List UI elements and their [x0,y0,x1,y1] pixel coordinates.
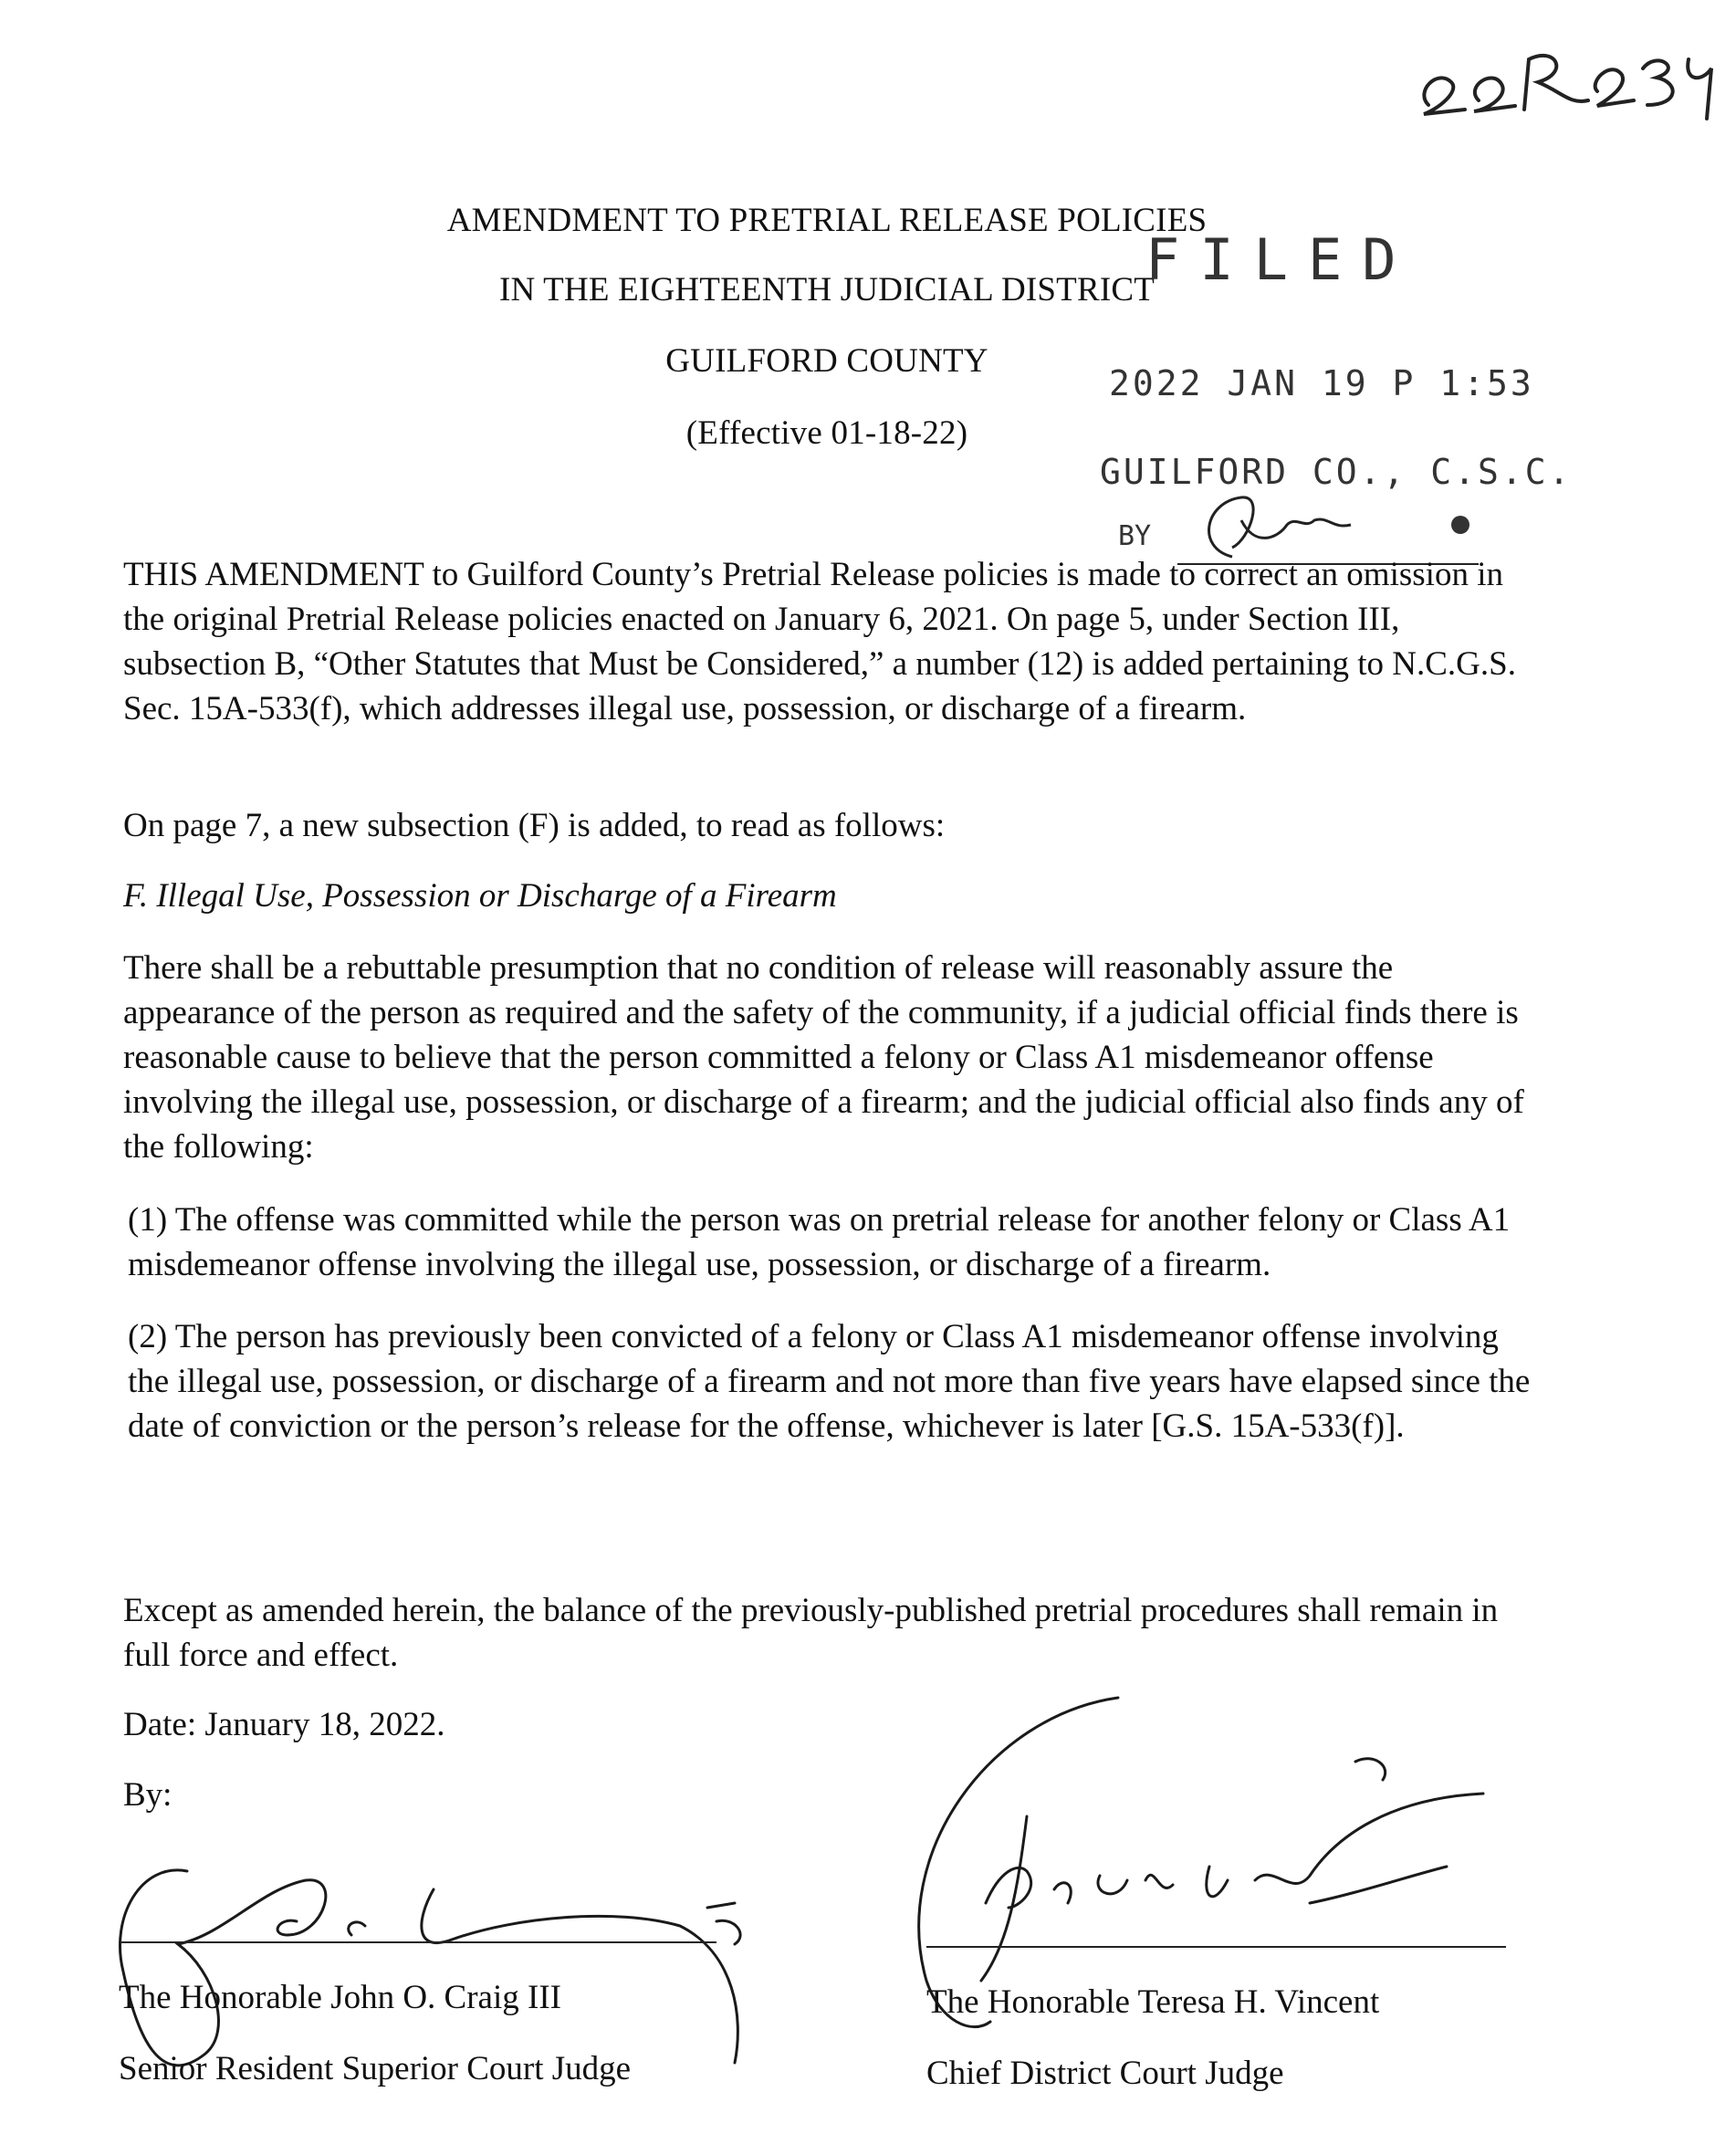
title-line-2: IN THE EIGHTEENTH JUDICIAL DISTRICT [498,271,1156,309]
subsection-f-heading: F. Illegal Use, Possession or Discharge of a Firearm [123,877,837,915]
stamp-by: BY [1118,520,1152,552]
stamp-office: GUILFORD CO., C.S.C. [1100,452,1573,492]
page7-paragraph: On page 7, a new subsection (F) is added, to read as follows: [123,807,946,844]
title-line-3: GUILFORD COUNTY [665,342,988,380]
effective-date: (Effective 01-18-22) [685,414,968,452]
condition-item-2: (2) The person has previously been convicted of a felony or Class A1 misdemeanor offense involving the illegal use, possession, or discharge of a firearm and not more than five years have elapsed since the date of conviction or the person’s release for the offense, whichever is later [G.S. 15A-533(f)]. [128,1318,1531,1445]
balance-paragraph: Except as amended herein, the balance of the previously-published pretrial procedures shall remain in full force and effect. [123,1592,1499,1674]
left-signer-title: Senior Resident Superior Court Judge [119,2050,632,2087]
filed-stamp: FILED [1145,226,1417,293]
condition-item-1: (1) The offense was committed while the person was on pretrial release for another felony or Class A1 misdemeanor offense involving the illegal use, possession, or discharge of a firearm. [128,1201,1511,1283]
right-signer-title: Chief District Court Judge [926,2055,1284,2092]
stamp-datetime: 2022 JAN 19 P 1:53 [1109,363,1534,403]
left-signature-line [119,1941,716,1943]
presumption-paragraph: There shall be a rebuttable presumption that no condition of release will reasonably assure the appearance of the person as required and the safety of the community, if a judicial official finds there is reasonable cause to believe that the person committed a felony or Class A1 misdemeanor offense involving the illegal use, possession, or discharge of a firearm; and the judicial official also finds any of the following: [123,949,1524,1166]
by-label: By: [123,1776,173,1814]
amendment-intro-paragraph: THIS AMENDMENT to Guilford County’s Pretrial Release policies is made to correct an omission in the original Pretrial Release policies enacted on January 6, 2021. On page 5, under Section III, subsection B, “Other Statutes that Must be Considered,” a number (12) is added pertaining to N.C.G.S. Sec. 15A-533(f), which addresses illegal use, possession, or discharge of a firearm. [123,556,1516,727]
date-line: Date: January 18, 2022. [123,1706,445,1743]
right-signature-line [926,1946,1506,1948]
title-line-1: AMENDMENT TO PRETRIAL RELEASE POLICIES [446,202,1208,239]
left-signer-name: The Honorable John O. Craig III [119,1979,561,2016]
handwritten-case-number [1410,18,1720,128]
right-signer-name: The Honorable Teresa H. Vincent [926,1983,1380,2021]
